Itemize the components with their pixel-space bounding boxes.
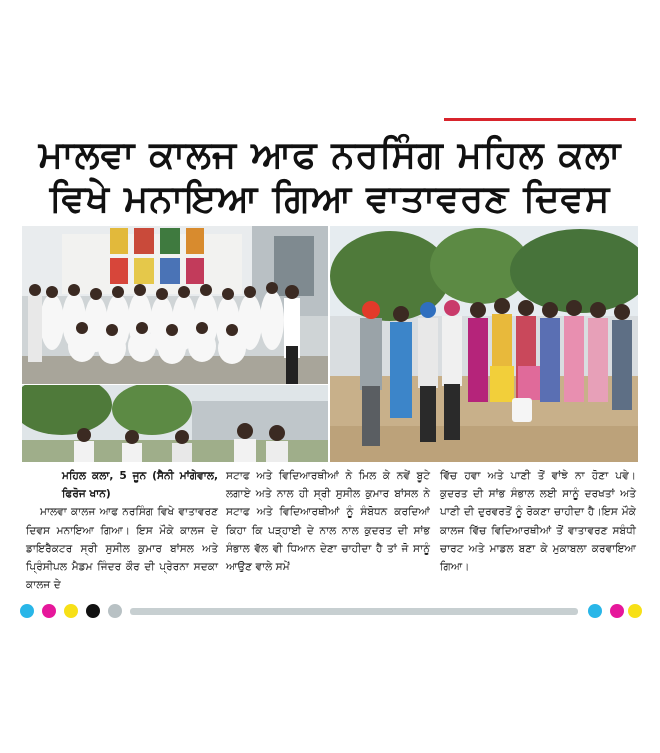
article-column-3 bbox=[440, 467, 636, 576]
registration-dot-magenta bbox=[42, 604, 56, 618]
registration-dot-cyan-right bbox=[588, 604, 602, 618]
registration-dot-yellow bbox=[64, 604, 78, 618]
article-text-col3: ਵਿੱਚ ਹਵਾ ਅਤੇ ਪਾਣੀ ਤੋਂ ਵਾਂਝੇ ਨਾ ਹੋਣਾ ਪਵੇ। ਕੁਦਰਤ ਦੀ ਸਾਂਭ ਸੰਭਾਲ ਲਈ ਸਾਨੂੰ ਦਰਖਤਾਂ ਅਤੇ ਪਾਣੀ ਦੀ ਦੁਰਵਰਤੋਂ ਨੂੰ ਰੋਕਣਾ ਚਾਹੀਦਾ ਹੈ।ਇਸ ਮੌਕੇ ਕਾਲਜ ਵਿੱਚ ਵਿਦਿਆਰਥੀਆਂ ਤੋਂ ਵਾਤਾਵਰਣ ਸਬੰਧੀ ਚਾਰਟ ਅਤੇ ਮਾਡਲ ਬਣਾ ਕੇ ਮੁਕਾਬਲਾ ਕਰਵਾਇਆ ਗਿਆ। bbox=[440, 470, 636, 574]
registration-dot-yellow-right bbox=[628, 604, 642, 618]
headline-line-1: ਮਾਲਵਾ ਕਾਲਜ ਆਫ ਨਰਸਿੰਗ ਮਹਿਲ ਕਲਾ bbox=[38, 133, 622, 176]
headline-line-2: ਵਿਖੇ ਮਨਾਇਆ ਗਿਆ ਵਾਤਾਵਰਣ ਦਿਵਸ bbox=[49, 177, 611, 220]
photo-group-college-building bbox=[22, 226, 328, 384]
accent-rule bbox=[444, 118, 636, 121]
registration-dot-cyan bbox=[20, 604, 34, 618]
article-column-1 bbox=[26, 467, 218, 594]
registration-dot-grey bbox=[108, 604, 122, 618]
article-text-col1: ਮਾਲਵਾ ਕਾਲਜ ਆਫ ਨਰਸਿੰਗ ਵਿਖੇ ਵਾਤਾਵਰਣ ਦਿਵਸ ਮਨਾਇਆ ਗਿਆ। ਇਸ ਮੌਕੇ ਕਾਲਜ ਦੇ ਡਾਇਰੈਕਟਰ ਸ੍ਰੀ ਸੁਸੀਲ ਕੁਮਾਰ ਬਾਂਸਲ ਅਤੇ ਪ੍ਰਿੰਸੀਪਲ ਮੈਡਮ ਜਿੰਦਰ ਕੌਰ ਦੀ ਪ੍ਰੇਰਨਾ ਸਦਕਾ ਕਾਲਜ ਦੇ bbox=[26, 506, 218, 592]
print-registration-bar bbox=[20, 603, 642, 619]
photo-group-outdoor-plantation bbox=[330, 226, 638, 462]
registration-dot-black bbox=[86, 604, 100, 618]
photo-group-trees bbox=[22, 385, 328, 462]
article-text-col2: ਸਟਾਫ ਅਤੇ ਵਿਦਿਆਰਥੀਆਂ ਨੇ ਮਿਲ ਕੇ ਨਵੇਂ ਬੂਟੇ ਲਗਾਏ ਅਤੇ ਨਾਲ ਹੀ ਸ੍ਰੀ ਸੁਸੀਲ ਕੁਮਾਰ ਬਾਂਸਲ ਨੇ ਸਟਾਫ ਅਤੇ ਵਿਦਿਆਰਥੀਆਂ ਨੂੰ ਸੰਬੋਧਨ ਕਰਦਿਆਂ ਕਿਹਾ ਕਿ ਪੜ੍ਹਾਈ ਦੇ ਨਾਲ ਨਾਲ ਕੁਦਰਤ ਦੀ ਸਾਂਭ ਸੰਭਾਲ ਵੱਲ ਵੀ ਧਿਆਨ ਦੇਣਾ ਚਾਹੀਦਾ ਹੈ ਤਾਂ ਜੋ ਸਾਨੂੰ ਆਉਣ ਵਾਲੇ ਸਮੇਂ bbox=[226, 470, 430, 574]
dateline: ਮਹਿਲ ਕਲਾ, 5 ਜੂਨ (ਸੈਨੀ ਮਾਂਗੇਵਾਲ, ਫਿਰੋਜ ਖਾਨ) bbox=[62, 470, 218, 501]
article-column-2 bbox=[226, 467, 430, 576]
registration-dot-magenta-right bbox=[610, 604, 624, 618]
registration-bar-grey bbox=[130, 608, 578, 615]
